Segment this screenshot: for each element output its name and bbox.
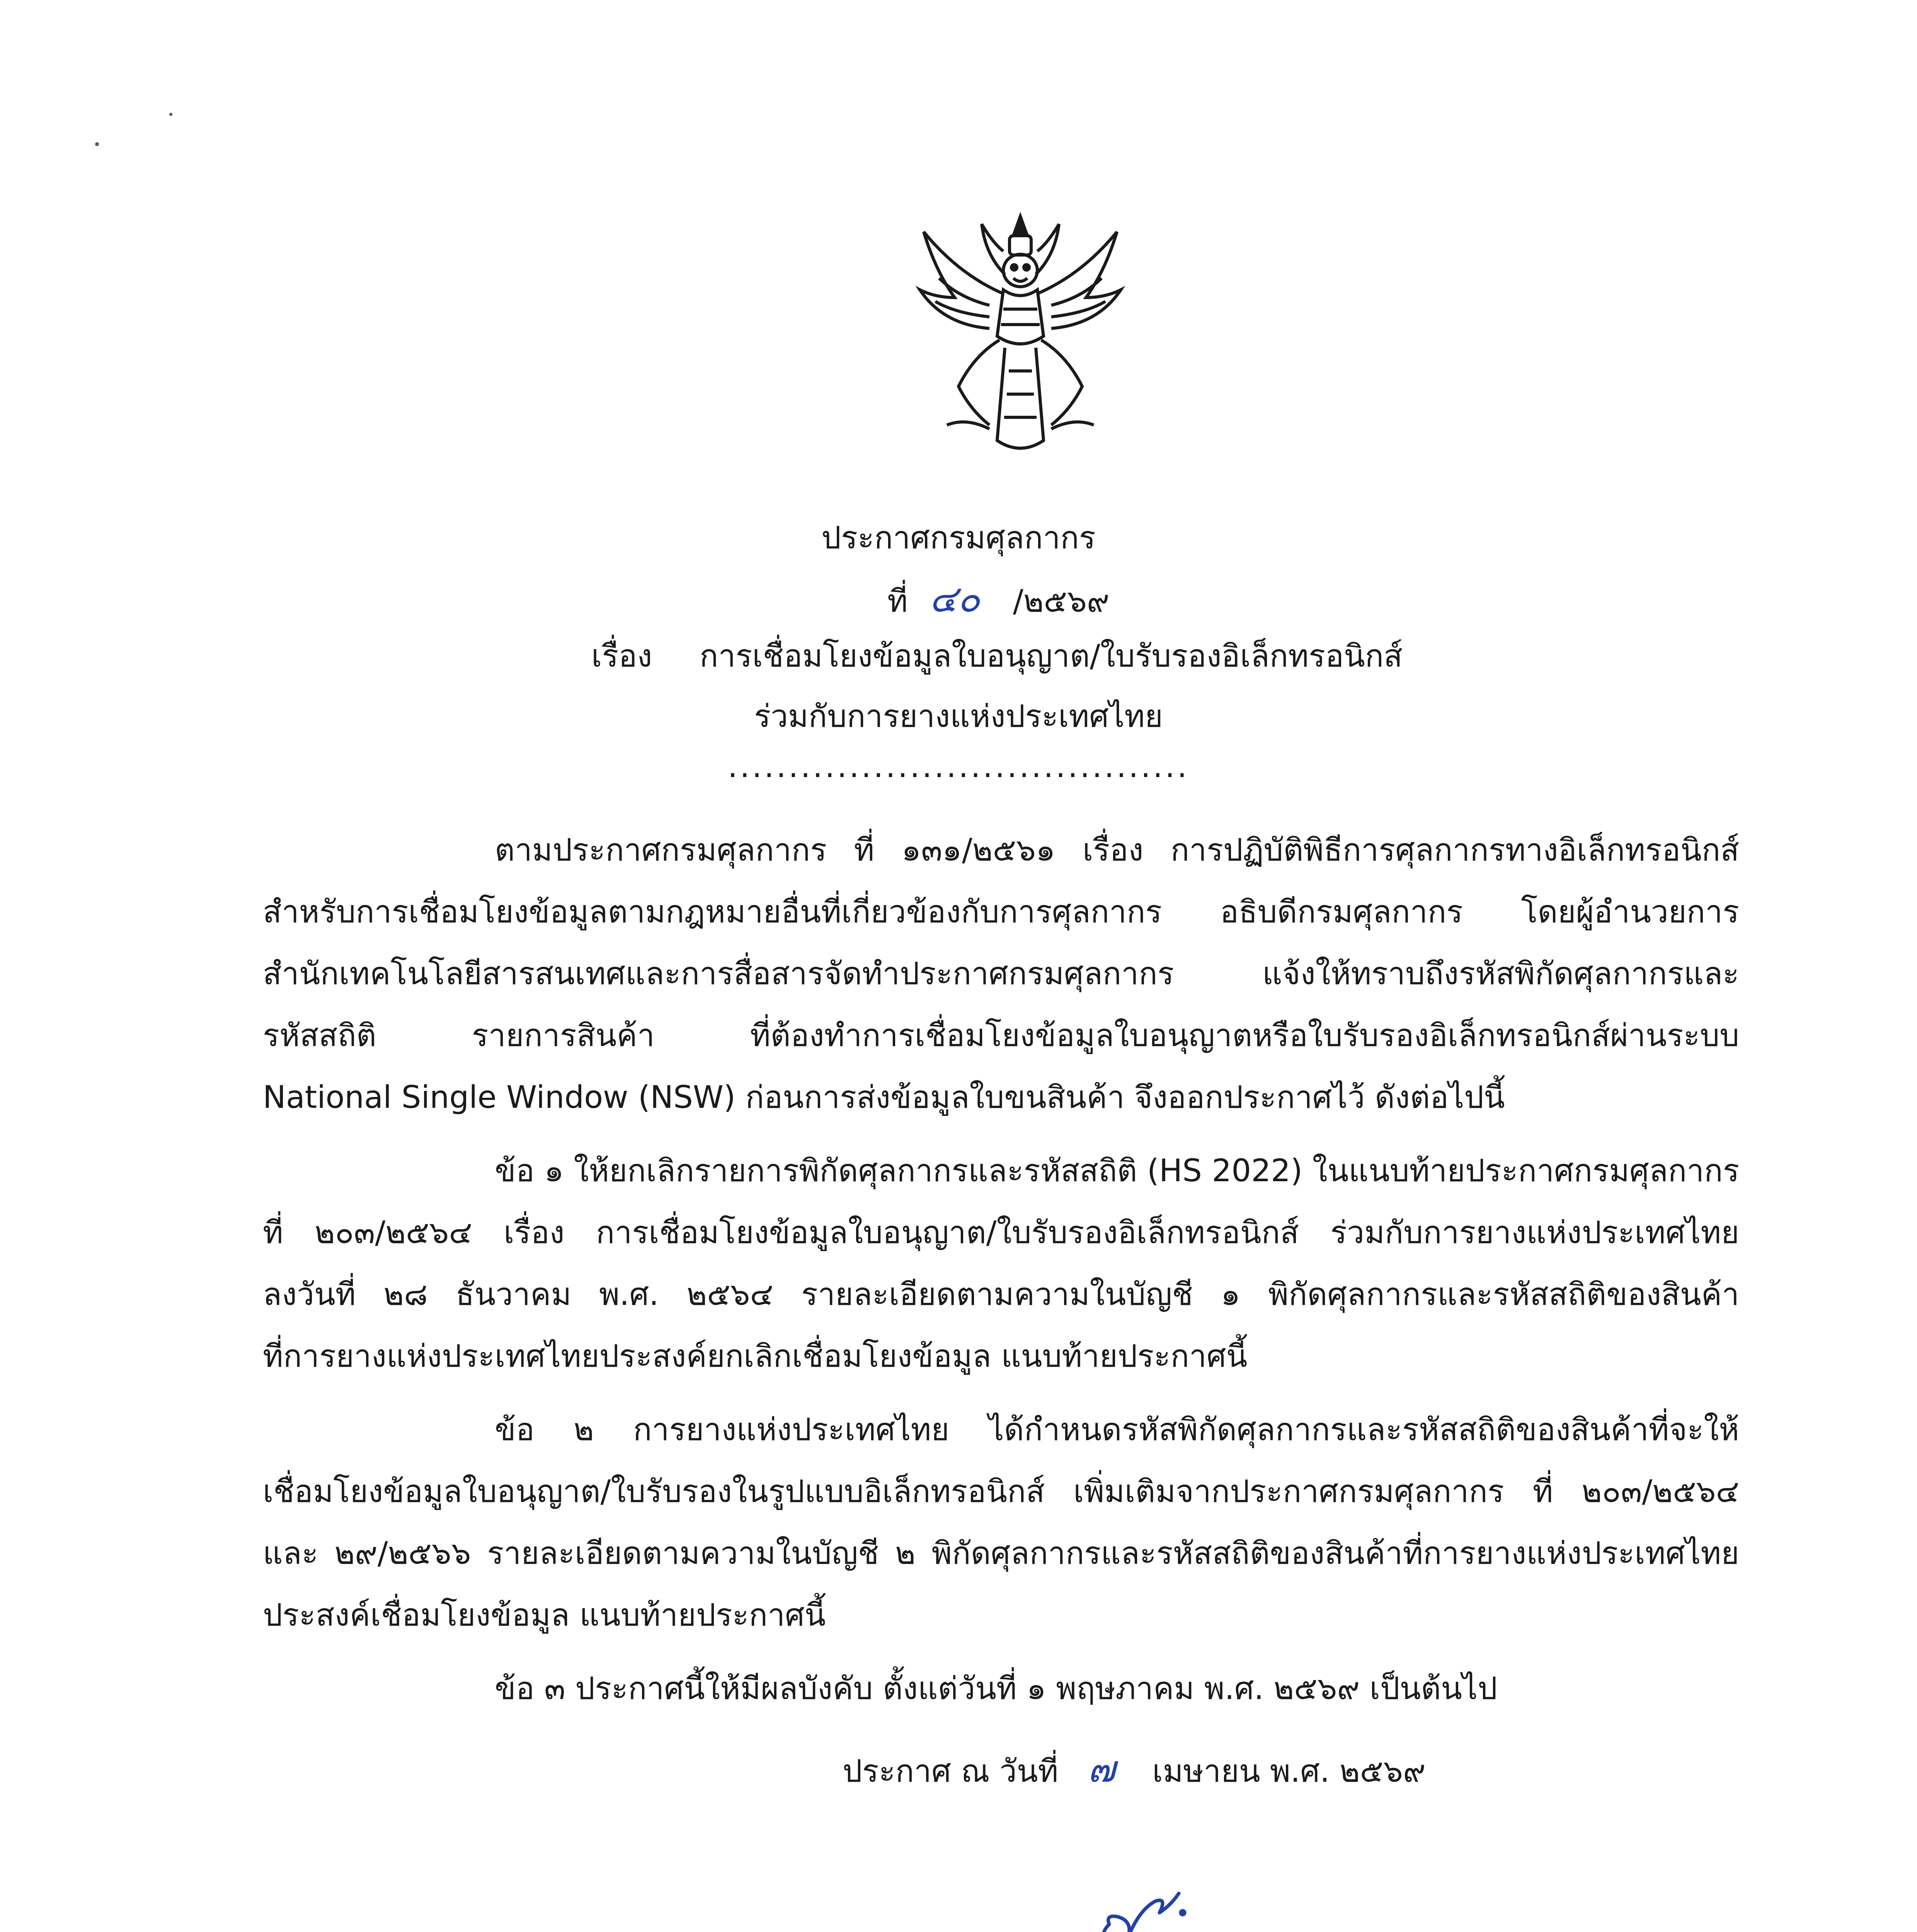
garuda-emblem [912, 209, 1129, 456]
intro-line: สำนักเทคโนโลยีสารสนเทศและการสื่อสารจัดทำประกาศกรมศุลกากร แจ้งให้ทราบถึงรหัสพิกัดศุลกากรและ [263, 956, 1739, 992]
intro-line: ตามประกาศกรมศุลกากร ที่ ๑๓๑/๒๕๖๑ เรื่อง การปฏิบัติพิธีการศุลกากรทางอิเล็กทรอนิกส์ [495, 832, 1739, 868]
number-prefix: ที่ [887, 583, 908, 619]
subject-label: เรื่อง [591, 638, 652, 674]
announcement-number [887, 577, 1110, 621]
subject-line-1: การเชื่อมโยงข้อมูลใบอนุญาต/ใบรับรองอิเล็กทรอนิกส์ [700, 638, 1403, 674]
document-title: ประกาศกรมศุลกากร [821, 520, 1096, 556]
clause-2-line: เชื่อมโยงข้อมูลใบอนุญาต/ใบรับรองในรูปแบบอิเล็กทรอนิกส์ เพิ่มเติมจากประกาศกรมศุลกากร ที่ ๒๐๓/๒๕๖๔ [263, 1473, 1739, 1509]
clause-1-line: ที่การยางแห่งประเทศไทยประสงค์ยกเลิกเชื่อมโยงข้อมูล แนบท้ายประกาศนี้ [263, 1338, 1248, 1374]
separator-dots: ...................................... [727, 748, 1190, 784]
number-suffix: /๒๕๖๙ [1013, 583, 1110, 619]
handwritten-day: ๗ [1087, 1747, 1115, 1791]
date-suffix: เมษายน พ.ศ. ๒๕๖๙ [1152, 1753, 1426, 1789]
handwritten-signature [1082, 1878, 1206, 1932]
clause-1-line: ลงวันที่ ๒๘ ธันวาคม พ.ศ. ๒๕๖๔ รายละเอียดตามความในบัญชี ๑ พิกัดศุลกากรและรหัสสถิติของสินค้า [263, 1276, 1739, 1312]
intro-line: รหัสสถิติ รายการสินค้า ที่ต้องทำการเชื่อมโยงข้อมูลใบอนุญาตหรือใบรับรองอิเล็กทรอนิกส์ผ่านระบบ [263, 1017, 1739, 1053]
scan-speck [95, 142, 99, 146]
clause-1-line: ข้อ ๑ ให้ยกเลิกรายการพิกัดศุลกากรและรหัสสถิติ (HS 2022) ในแนบท้ายประกาศกรมศุลกากร [495, 1153, 1740, 1189]
intro-line: National Single Window (NSW) ก่อนการส่งข้อมูลใบขนสินค้า จึงออกประกาศไว้ ดังต่อไปนี้ [263, 1079, 1505, 1115]
clause-2-line: และ ๒๙/๒๕๖๖ รายละเอียดตามความในบัญชี ๒ พิกัดศุลกากรและรหัสสถิติของสินค้าที่การยางแห่งประเทศไทย [263, 1535, 1739, 1571]
intro-line: สำหรับการเชื่อมโยงข้อมูลตามกฎหมายอื่นที่เกี่ยวข้องกับการศุลกากร อธิบดีกรมศุลกากร โดยผู้อำนวยการ [263, 894, 1739, 930]
clause-1-line: ที่ ๒๐๓/๒๕๖๔ เรื่อง การเชื่อมโยงข้อมูลใบอนุญาต/ใบรับรองอิเล็กทรอนิกส์ ร่วมกับการยางแห่งประเทศไทย [263, 1214, 1739, 1250]
clause-2-line: ประสงค์เชื่อมโยงข้อมูล แนบท้ายประกาศนี้ [263, 1597, 826, 1633]
clause-2-line: ข้อ ๒ การยางแห่งประเทศไทย ได้กำหนดรหัสพิกัดศุลกากรและรหัสสถิติของสินค้าที่จะให้ [495, 1412, 1739, 1447]
scan-speck [169, 113, 172, 116]
clause-3-line: ข้อ ๓ ประกาศนี้ให้มีผลบังคับ ตั้งแต่วันที่ ๑ พฤษภาคม พ.ศ. ๒๕๖๙ เป็นต้นไป [495, 1670, 1497, 1706]
subject-line-2: ร่วมกับการยางแห่งประเทศไทย [754, 698, 1163, 734]
announcement-date [843, 1747, 1426, 1791]
handwritten-number: ๔๐ [929, 577, 980, 621]
date-prefix: ประกาศ ณ วันที่ [843, 1753, 1059, 1789]
